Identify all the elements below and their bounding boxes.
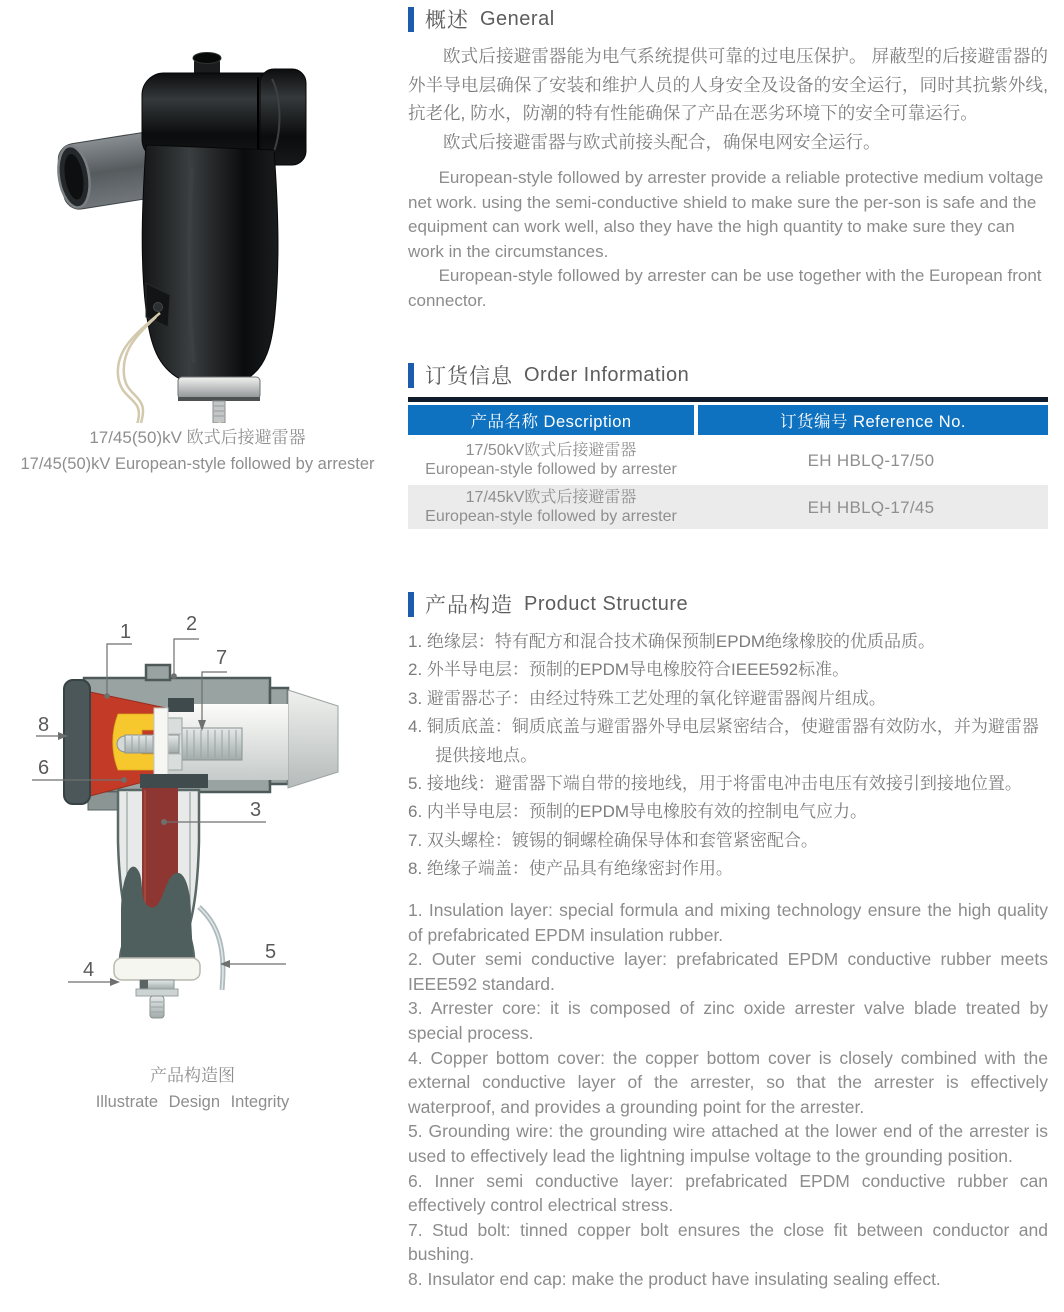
callout-5: 5 — [265, 941, 277, 963]
photo-caption-zh: 17/45(50)kV 欧式后接避雷器 — [89, 428, 306, 447]
bushing-cone — [288, 690, 338, 788]
section-accent-bar — [408, 592, 414, 617]
list-item: 3. 避雷器芯子：由经过特殊工艺处理的氧化锌避雷器阀片组成。 — [408, 688, 886, 708]
product-photo — [42, 45, 387, 423]
callout-7: 7 — [216, 647, 228, 669]
description-zh: 17/50kV欧式后接避雷器 — [465, 442, 637, 459]
list-item: 8. Insulator end cap: make the product have insulating sealing effect. — [408, 1268, 941, 1289]
diagram-ground-wire — [199, 907, 223, 990]
list-item: 6. 内半导电层：预制的EPDM导电橡胶有效的控制电气应力。 — [408, 802, 868, 822]
list-item: 5. Grounding wire: the grounding wire attached at the lower end of the arrester is used to effectively lead the lightning impulse voltage to the grounding position. — [408, 1121, 1048, 1166]
structure-title-en: Product Structure — [524, 592, 689, 615]
order-title-en: Order Information — [524, 363, 690, 386]
general-title-en: General — [480, 7, 555, 30]
description-cell — [408, 438, 694, 482]
structure-diagram — [28, 612, 388, 1060]
diagram-caption — [5, 1062, 380, 1116]
structure-list-en — [408, 898, 1048, 1292]
section-order-header — [408, 361, 689, 389]
callout-2: 2 — [186, 613, 198, 635]
copper-bottom-cover — [114, 958, 200, 980]
callout-4: 4 — [83, 959, 95, 981]
description-en: European-style followed by arrester — [425, 508, 677, 525]
diagram-caption-en: Illustrate Design Integrity — [95, 1093, 290, 1111]
insulator-end-cap — [64, 680, 90, 804]
list-item: 2. 外半导电层：预制的EPDM导电橡胶符合IEEE592标准。 — [408, 660, 850, 680]
bottom-clamp — [136, 980, 178, 1018]
table-header-row — [408, 405, 1048, 435]
photo-caption-en: 17/45(50)kV European-style followed by arrester — [20, 455, 375, 473]
table-header-description: 产品名称 Description — [408, 405, 694, 435]
reference-cell: EH HBLQ-17/50 — [807, 450, 935, 470]
list-item: 7. Stud bolt: tinned copper bolt ensures the close fit between conductor and bushing. — [408, 1219, 1048, 1265]
table-row — [408, 438, 1048, 482]
table-row — [408, 485, 1048, 529]
callout-6: 6 — [38, 757, 50, 779]
list-item: 5. 接地线：避雷器下端自带的接地线，用于将雷电冲击电压有效接引到接地位置。 — [408, 774, 1022, 794]
reference-cell: EH HBLQ-17/45 — [807, 497, 935, 517]
arrester-body — [142, 145, 278, 386]
ground-wire-right — [219, 422, 382, 423]
list-item: 8. 绝缘子端盖：使产品具有绝缘密封作用。 — [408, 859, 733, 879]
general-text-zh — [408, 42, 1048, 156]
general-title-zh: 概述 — [425, 9, 469, 32]
list-item: 2. Outer semi conductive layer: prefabricated EPDM conductive rubber meets IEEE592 standard. — [408, 949, 1048, 994]
description-zh: 17/45kV欧式后接避雷器 — [465, 489, 637, 506]
section-structure-header — [408, 590, 688, 618]
general-paragraph-zh-2: 欧式后接避雷器与欧式前接头配合，确保电网安全运行。 — [443, 131, 881, 152]
dark-joint-top — [168, 698, 194, 712]
general-paragraph-en-1: European-style followed by arrester provide a reliable protective medium voltage net work. using the semi-conductive shield to make sure the per-son is safe and the equipment can work well, also they have the high quantity to make sure they can work in the circumstances. — [408, 168, 1044, 261]
callout-3: 3 — [250, 799, 262, 821]
test-point-cap — [193, 53, 221, 77]
list-item: 7. 双头螺栓：镀锡的铜螺栓确保导体和套管紧密配合。 — [408, 830, 818, 850]
list-item: 6. Inner semi conductive layer: prefabricated EPDM conductive rubber can effectively control electrical stress. — [408, 1170, 1048, 1216]
table-top-rule — [408, 397, 1048, 402]
bottom-collar — [178, 377, 260, 423]
structure-title-zh: 产品构造 — [425, 594, 513, 617]
order-title-zh: 订货信息 — [425, 365, 513, 388]
description-en: European-style followed by arrester — [425, 461, 677, 478]
list-item: 1. 绝缘层：特有配方和混合技术确保预制EPDM绝缘橡胶的优质品质。 — [408, 632, 936, 651]
callout-1: 1 — [120, 621, 132, 643]
general-paragraph-en-2: European-style followed by arrester can be use together with the European front connector. — [408, 266, 1042, 310]
dark-joint-mid — [140, 774, 208, 788]
general-text-en — [408, 166, 1048, 313]
table-header-reference: 订货编号 Reference No. — [698, 405, 1048, 435]
list-item: 3. Arrester core: it is composed of zinc oxide arrester valve blade treated by special process. — [408, 998, 1048, 1043]
arrester-photo-illustration — [42, 45, 387, 423]
inner-stud — [117, 735, 179, 753]
order-table — [408, 397, 1048, 529]
section-accent-bar — [408, 7, 414, 32]
diagram-caption-zh: 产品构造图 — [150, 1066, 235, 1085]
general-paragraph-zh-1: 欧式后接避雷器能为电气系统提供可靠的过电压保护。 屏蔽型的后接避雷器的外半导电层确保了安装和维护人员的人身安全及设备的安全运行，同时其抗紫外线, 抗老化, 防水，防潮的特有性能确保了产品在恶劣环境下的安全可靠运行。 — [408, 46, 1048, 123]
description-cell — [408, 485, 694, 529]
photo-caption — [5, 424, 390, 478]
callout-8: 8 — [38, 714, 50, 736]
list-item: 4. 铜质底盖：铜质底盖与避雷器外导电层紧密结合，使避雷器有效防水，并为避雷器提供接地点。 — [408, 717, 1039, 765]
structure-list-zh — [408, 628, 1048, 884]
cutaway-diagram — [28, 612, 388, 1060]
section-general-header — [408, 5, 555, 33]
section-accent-bar — [408, 363, 414, 388]
list-item: 1. Insulation layer: special formula and mixing technology ensure the high quality of prefabricated EPDM insulation rubber. — [408, 900, 1048, 945]
list-item: 4. Copper bottom cover: the copper bottom cover is closely combined with the external conductive layer of the arrester, so that the arrester is effectively waterproof, and provides a grounding point for the arrester. — [408, 1047, 1048, 1117]
